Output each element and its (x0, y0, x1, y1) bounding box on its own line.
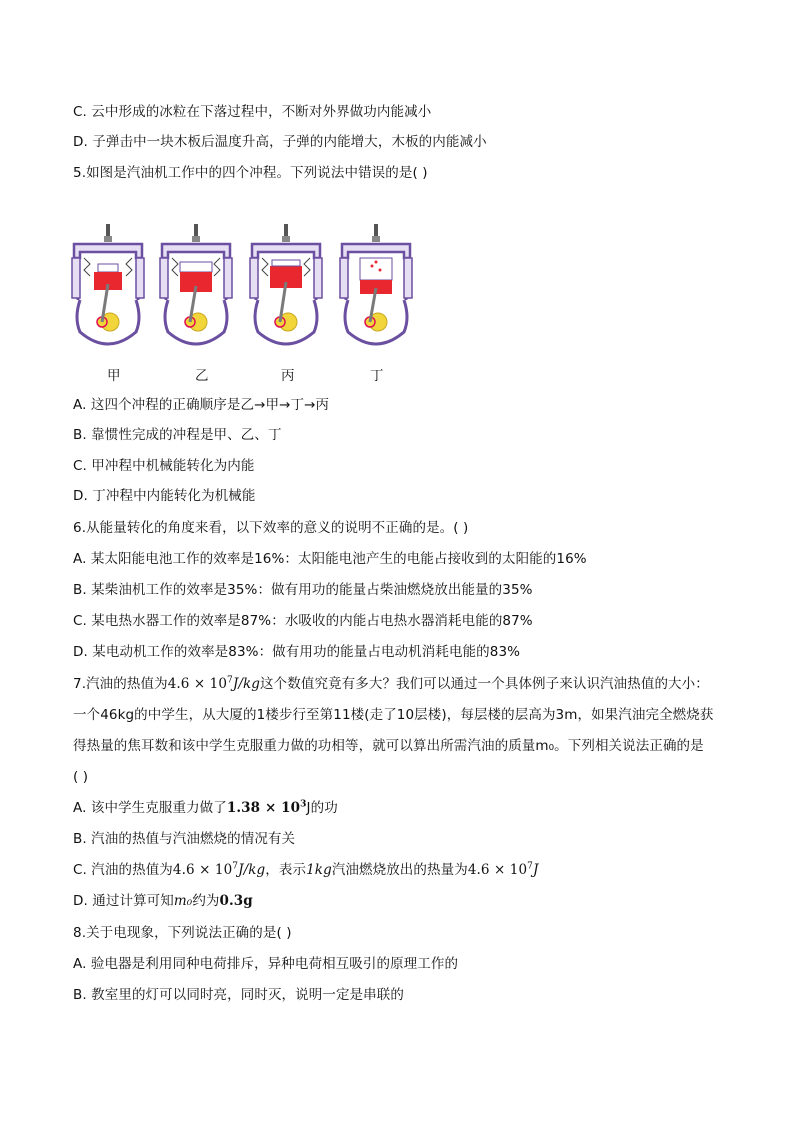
q7-c-unit-3: J (532, 862, 539, 878)
label-ding: 丁 (370, 368, 384, 384)
q7-c-unit: J/kg (238, 862, 266, 878)
q7-c-mid-2: 汽油燃烧放出的热量为 (331, 862, 468, 878)
q7-c-mid: ，表示 (265, 862, 307, 878)
label-jia: 甲 (107, 368, 121, 384)
question-6-option-d: D. 某电动机工作的效率是83%：做有用功的能量占电动机消耗电能的83% (73, 644, 521, 660)
q7-c-exponent: 7 (232, 861, 239, 872)
question-7-option-c (73, 860, 539, 880)
q7-l1-exponent: 7 (227, 675, 233, 686)
engine-strokes-figure (70, 222, 420, 354)
q7-l1-text-a: 7.汽油的热值为 (73, 676, 168, 692)
q7-c-pre: C. 汽油的热值为 (73, 862, 173, 878)
question-6-option-a: A. 某太阳能电池工作的效率是16%：太阳能电池产生的电能占接收到的太阳能的16% (73, 551, 587, 567)
question-6-option-b: B. 某柴油机工作的效率是35%：做有用功的能量占柴油燃烧放出能量的35% (73, 582, 533, 598)
question-7-line-2: 一个46kg的中学生，从大厦的1楼步行至第11楼(走了10层楼)，每层楼的层高为3m，如果汽油完全燃烧获 (73, 707, 714, 723)
q7-c-exponent-3: 7 (527, 861, 533, 872)
engine-yi (160, 224, 232, 344)
q7-d-value: 0.3g (219, 893, 253, 909)
q7-a-pre: A. 该中学生克服重力做了 (73, 800, 227, 816)
question-6: 6.从能量转化的角度来看，以下效率的意义的说明不正确的是。( ) (73, 520, 469, 536)
question-5-option-c: C. 甲冲程中机械能转化为内能 (73, 458, 255, 474)
engine-bing (250, 224, 322, 344)
label-bing: 丙 (281, 368, 295, 384)
question-5: 5.如图是汽油机工作中的四个冲程。下列说法中错误的是( ) (73, 165, 428, 181)
question-7-line-4: ( ) (73, 769, 89, 785)
q7-a-exponent: 3 (300, 799, 307, 810)
question-6-option-c: C. 某电热水器工作的效率是87%：水吸收的内能占电热水器消耗电能的87% (73, 613, 533, 629)
option-d-prev: D. 子弹击中一块木板后温度升高，子弹的内能增大，木板的内能减小 (73, 134, 487, 150)
q7-c-value-3: 4.6 × 10 (467, 862, 528, 878)
q7-c-value: 4.6 × 10 (172, 862, 233, 878)
question-7-line-1 (73, 674, 709, 694)
label-yi: 乙 (195, 368, 209, 384)
q7-d-symbol: m₀ (173, 893, 193, 909)
question-7-option-d (73, 891, 253, 911)
question-5-option-a: A. 这四个冲程的正确顺序是乙→甲→丁→丙 (73, 397, 330, 413)
question-8-option-a: A. 验电器是利用同种电荷排斥，异种电荷相互吸引的原理工作的 (73, 956, 459, 972)
q7-l1-text-b: 这个数值究竟有多大？我们可以通过一个具体例子来认识汽油热值的大小： (260, 676, 709, 692)
engine-ding (340, 224, 412, 344)
q7-d-mid: 约为 (192, 893, 220, 909)
q7-a-post: J的功 (306, 800, 338, 816)
question-5-option-b: B. 靠惯性完成的冲程是甲、乙、丁 (73, 427, 282, 443)
q7-d-pre: D. 通过计算可知 (73, 893, 174, 909)
question-5-option-d: D. 丁冲程中内能转化为机械能 (73, 488, 256, 504)
question-8: 8.关于电现象，下列说法正确的是( ) (73, 925, 292, 941)
question-8-option-b: B. 教室里的灯可以同时亮，同时灭，说明一定是串联的 (73, 987, 404, 1003)
q7-c-value-2: 1kg (306, 862, 332, 878)
question-7-line-3: 得热量的焦耳数和该中学生克服重力做的功相等，就可以算出所需汽油的质量m₀。下列相关说法正确的是 (73, 738, 704, 754)
engine-jia (72, 224, 144, 344)
question-7-option-b: B. 汽油的热值与汽油燃烧的情况有关 (73, 831, 296, 847)
option-c-prev: C. 云中形成的冰粒在下落过程中，不断对外界做功内能减小 (73, 104, 432, 120)
q7-l1-value: 4.6 × 10 (167, 676, 228, 692)
q7-a-value: 1.38 × 10 (226, 800, 301, 816)
q7-l1-unit: J/kg (232, 676, 261, 692)
question-7-option-a (73, 798, 338, 818)
